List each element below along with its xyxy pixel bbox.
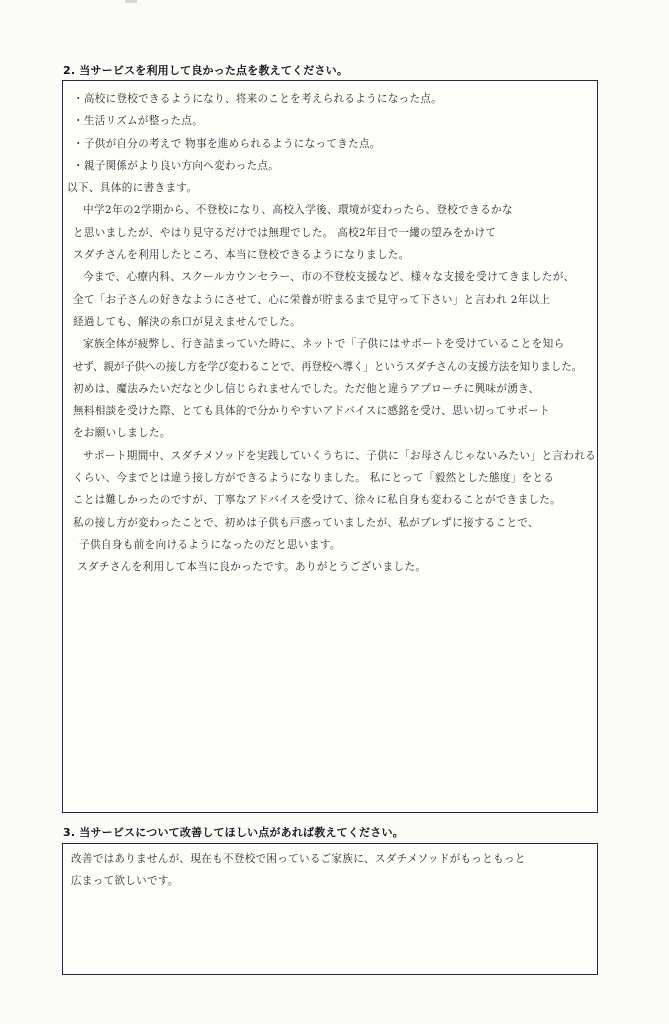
text-line: くらい、今までとは違う接し方ができるようになりました。 私にとって「毅然とした態度」をとる [73, 472, 555, 485]
text-line: 中学2年の2学期から、不登校になり、高校入学後、環境が変わったら、登校できるかな [83, 204, 513, 217]
answer-2-content [67, 88, 597, 579]
text-line: 初めは、魔法みたいだなと少し信じられませんでした。ただ他と違うアプローチに興味が湧き、 [73, 382, 540, 395]
scan-mark [125, 0, 137, 3]
answer-box-3 [62, 843, 598, 975]
text-line: 家族全体が疲弊し、行き詰まっていた時に、ネットで「子供にはサポートを受けていることを知ら [83, 338, 565, 351]
text-line: サポート期間中、スダチメソッドを実践していくうちに、子供に「お母さんじゃないみたい」と言われる [83, 449, 597, 462]
text-line: 子供自身も前を向けるようになったのだと思います。 [79, 538, 341, 551]
paragraph-4 [73, 445, 597, 579]
bullet-item: ・高校に登校できるようになり、将来のことを考えられるようになった点。 [73, 93, 443, 105]
text-line: ことは難しかったのですが、丁寧なアドバイスを受けて、徐々に私自身も変わることができました。 [73, 494, 562, 507]
paragraph-1 [73, 199, 593, 266]
text-line: スダチさんを利用して本当に良かったです。ありがとうございました。 [77, 561, 427, 574]
bullet-item: ・親子関係がより良い方向へ変わった点。 [73, 159, 280, 172]
text-line: 広まって欲しいです。 [71, 875, 179, 888]
question-3-title: 3. 当サービスについて改善してほしい点があれば教えてください。 [63, 826, 404, 839]
intro-line: 以下、具体的に書きます。 [67, 182, 198, 195]
text-line: 経過しても、解決の糸口が見えませんでした。 [73, 315, 301, 328]
text-line: 改善ではありませんが、現在も不登校で困っているご家族に、スダチメソッドがもっともっと [71, 853, 526, 865]
answer-box-2 [62, 80, 598, 813]
bullet-item: ・子供が自分の考えで 物事を進められるようになってきた点。 [73, 137, 381, 150]
question-2-title: 2. 当サービスを利用して良かった点を教えてください。 [63, 64, 349, 77]
text-line: 今まで、心療内科、スクールカウンセラー、市の不登校支援など、様々な支援を受けてきましたが、 [83, 271, 575, 284]
paragraph-2 [73, 266, 593, 333]
text-line: 全て「お子さんの好きなようにさせて、心に栄養が貯まるまで見守って下さい」と言われ 2年以上 [73, 293, 551, 306]
answer-3-content [71, 848, 591, 893]
text-line: 無料相談を受けた際、とても具体的で分かりやすいアドバイスに感銘を受け、思い切ってサポート [73, 405, 550, 418]
bullet-item: ・生活リズムが整った点。 [73, 115, 204, 128]
bullet-list [73, 88, 593, 177]
text-line: と思いましたが、やはり見守るだけでは無理でした。 高校2年目で一縷の望みをかけて [73, 226, 497, 239]
text-line: スダチさんを利用したところ、本当に登校できるようになりました。 [73, 249, 410, 262]
paragraph-3 [73, 333, 593, 444]
text-line: せず、親が子供への接し方を学び変わることで、再登校へ導く」というスダチさんの支援方法を知りました。 [73, 360, 583, 373]
text-line: 私の接し方が変わったことで、初めは子供も戸惑っていましたが、私がブレずに接することで、 [73, 516, 539, 529]
text-line: をお願いしました。 [73, 427, 171, 440]
